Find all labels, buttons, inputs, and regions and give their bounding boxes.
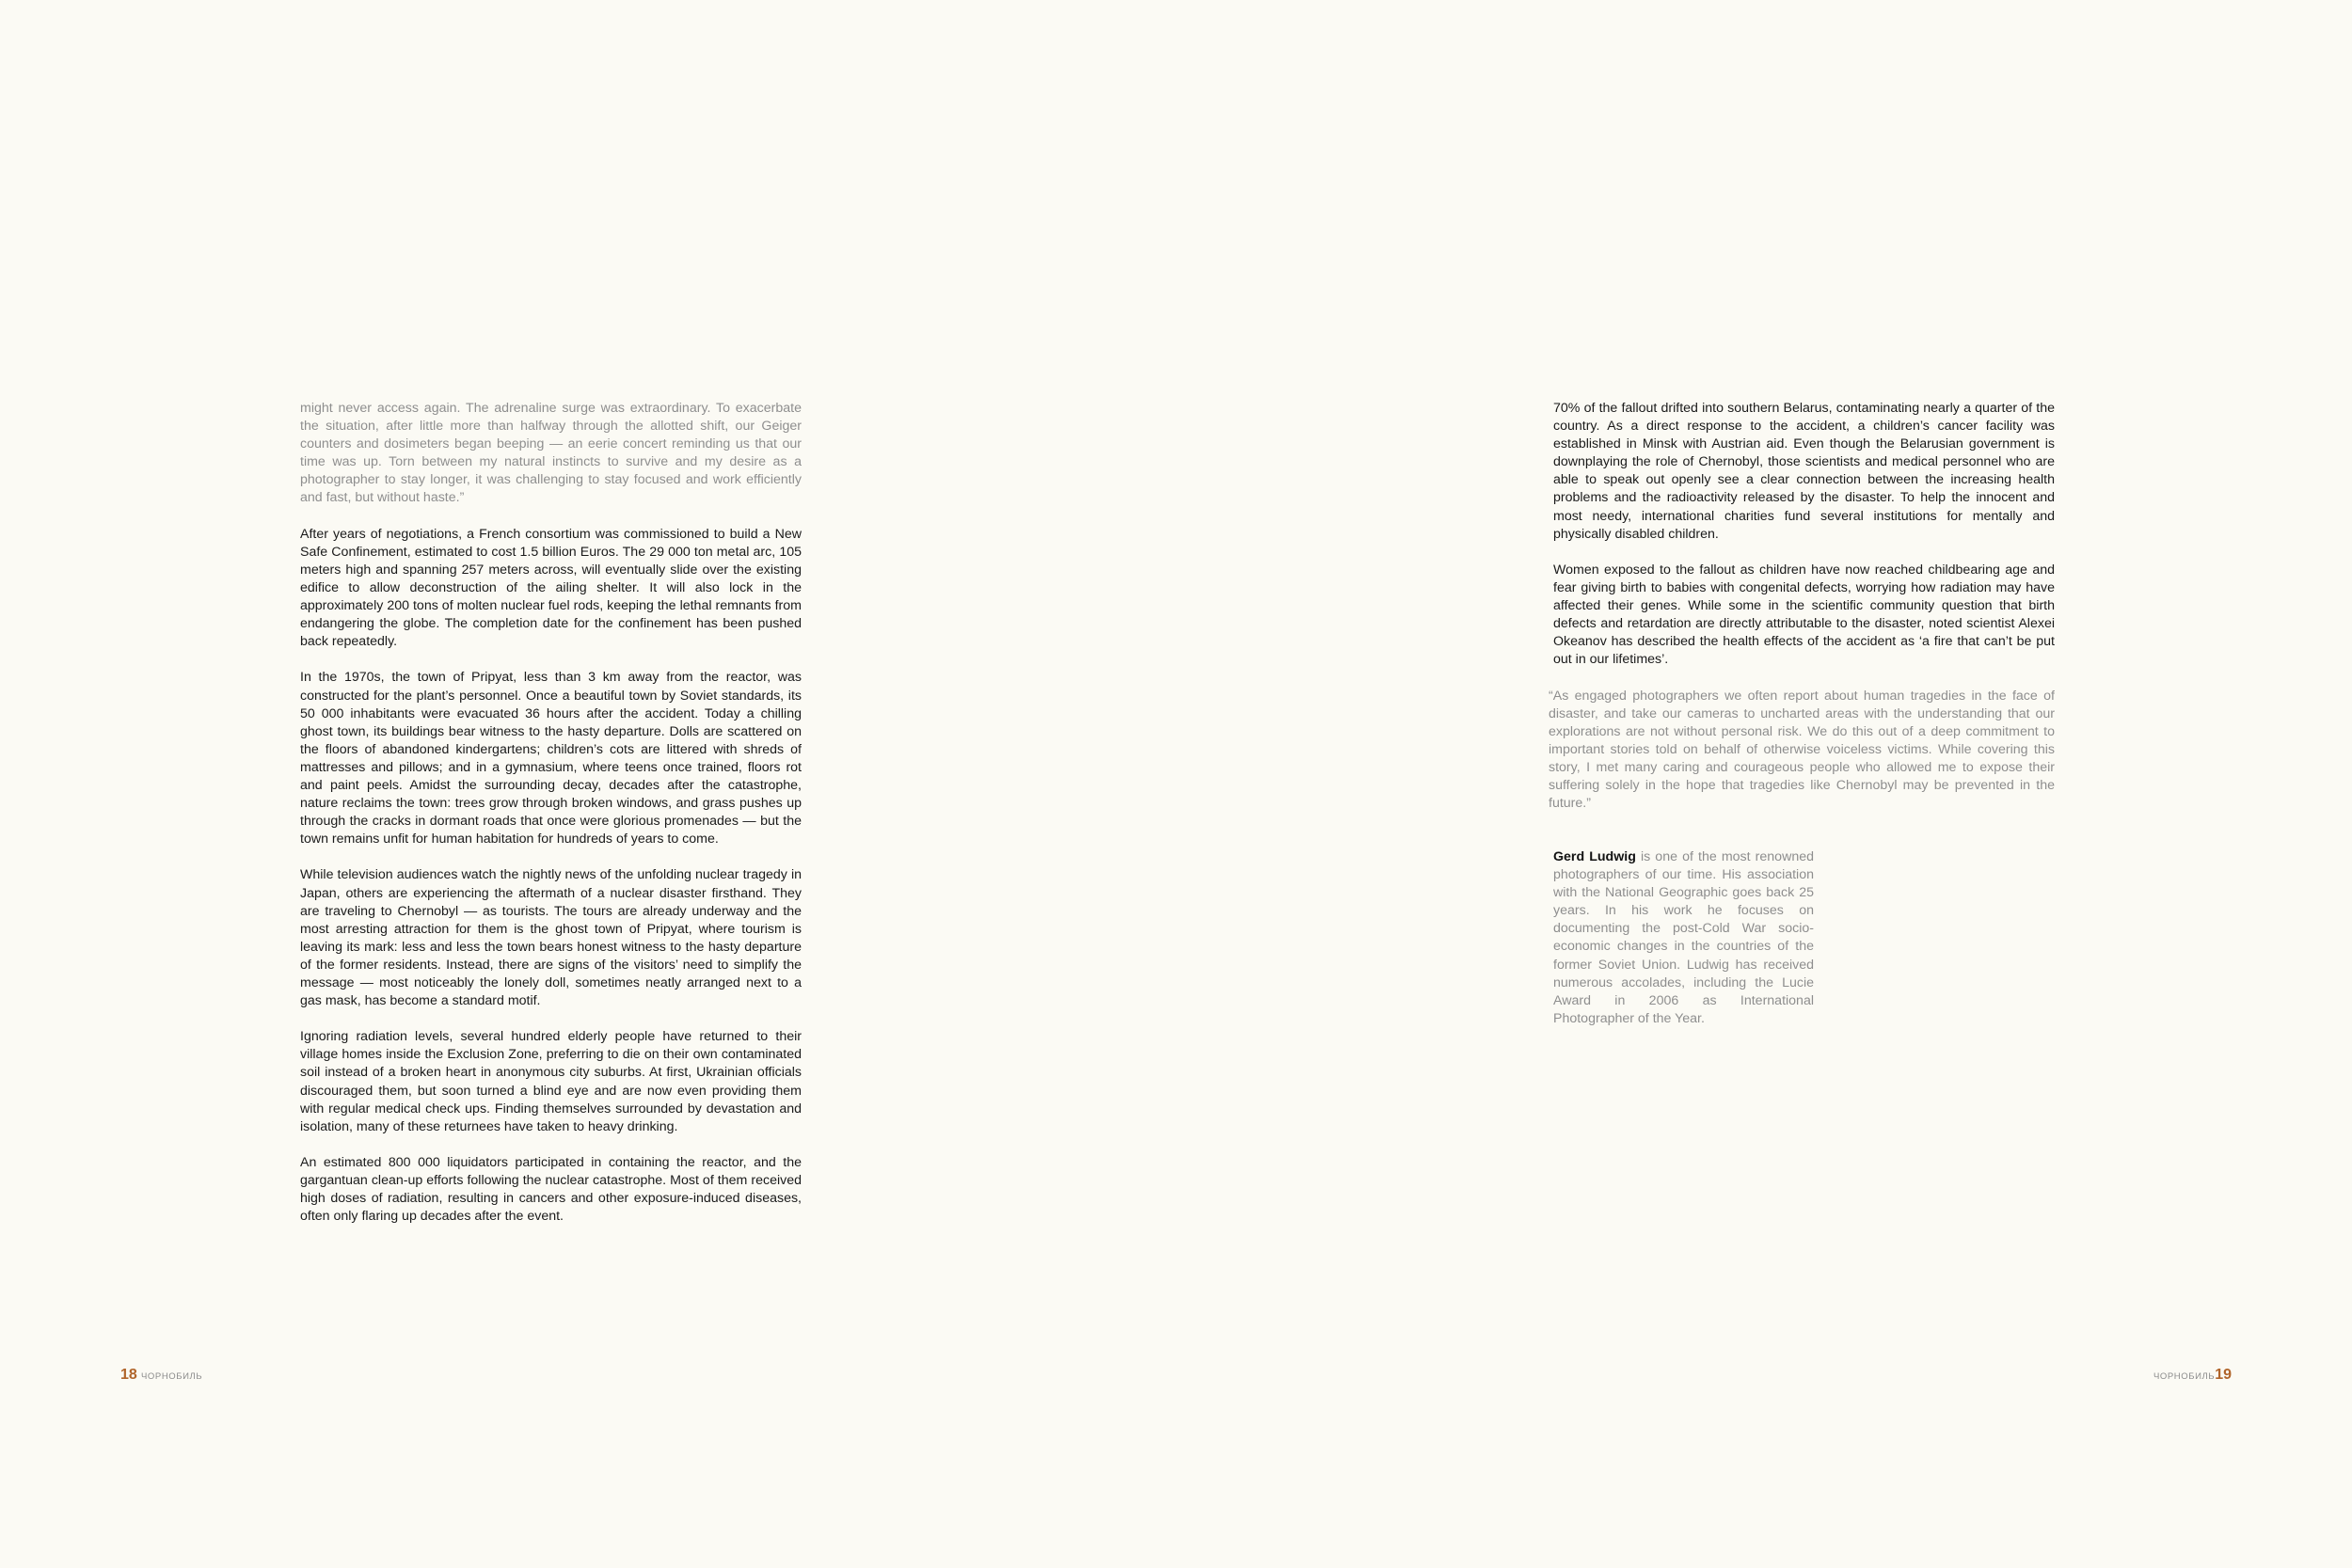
paragraph-liquidators: An estimated 800 000 liquidators participated in containing the reactor, and the gargantuan clean-up efforts following the nuclear catastrophe. Most of them received high doses of radiation, resulting in cancers and other exposure-induced diseases, often only flaring up decades after the event.	[300, 1154, 802, 1225]
right-text-column	[1549, 400, 2055, 831]
paragraph-returnees: Ignoring radiation levels, several hundred elderly people have returned to their village homes inside the Exclusion Zone, preferring to die on their own contaminated soil instead of a broken heart in anonymous city suburbs. At first, Ukrainian officials discouraged them, but soon turned a blind eye and are now even providing them with regular medical check ups. Finding themselves surrounded by devastation and isolation, many of these returnees have taken to heavy drinking.	[300, 1029, 802, 1134]
left-text-column	[300, 400, 802, 1243]
paragraph-pripyat: In the 1970s, the town of Pripyat, less than 3 km away from the reactor, was constructed for the plant’s personnel. Once a beautiful town by Soviet standards, its 50 000 inhabitants were evacuated 36 hours after the accident. Today a chilling ghost town, its buildings bear witness to the hasty departure. Dolls are scattered on the floors of abandoned kindergartens; children’s cots are littered with shreds of mattresses and pillows; and in a gymnasium, where teens once trained, floors rot and paint peels. Amidst the surrounding decay, decades after the catastrophe, nature reclaims the town: trees grow through broken windows, and grass pushes up through the cracks in dormant roads that once were glorious promenades — but the town remains unfit for human habitation for hundreds of years to come.	[300, 670, 802, 847]
paragraph-safe-confinement: After years of negotiations, a French consortium was commissioned to build a New Safe Confinement, estimated to cost 1.5 billion Euros. The 29 000 ton metal arc, 105 meters high and spanning 257 meters across, will eventually slide over the existing edifice to allow deconstruction of the ailing shelter. It will also lock in the approximately 200 tons of molten nuclear fuel rods, keeping the lethal remnants from endangering the globe. The completion date for the confinement has been pushed back repeatedly.	[300, 526, 802, 650]
running-title: ЧОРНОБИЛЬ	[2153, 1371, 2216, 1382]
right-page	[1176, 0, 2352, 1568]
page-number: 19	[2215, 1367, 2232, 1383]
author-bio-text: is one of the most renowned photographers of our time. His association with the National Geographic goes back 25 years. In his work he focuses on documenting the post-Cold War socio-economic changes in the countries of the former Soviet Union. Ludwig has received numerous accolades, including the Lucie Award in 2006 as International Photographer of the Year.	[1553, 849, 1814, 1026]
author-name: Gerd Ludwig	[1553, 849, 1636, 864]
author-bio	[1553, 848, 1814, 1028]
paragraph-tourism: While television audiences watch the nightly news of the unfolding nuclear tragedy in Japan, others are experiencing the aftermath of a nuclear disaster firsthand. They are traveling to Chernobyl — as tourists. The tours are already underway and the most arresting attraction for them is the ghost town of Pripyat, where tourism is leaving its mark: less and less the town bears honest witness to the hasty departure of the former residents. Instead, there are signs of the visitors’ need to simplify the message — most noticeably the lonely doll, sometimes neatly arranged next to a gas mask, has become a standard motif.	[300, 867, 802, 1009]
right-folio	[2153, 1366, 2232, 1386]
paragraph-women-exposed: Women exposed to the fallout as children have now reached childbearing age and fear giving birth to babies with congenital defects, worrying how radiation may have affected their genes. While some in the scientific community question that birth defects and retardation are directly attributable to the disaster, noted scientist Alexei Okeanov has described the health effects of the accident as ‘a fire that can’t be put out in our lifetimes’.	[1553, 562, 2055, 668]
page-number: 18	[120, 1367, 137, 1383]
paragraph-belarus: 70% of the fallout drifted into southern Belarus, contaminating nearly a quarter of the country. As a direct response to the accident, a children’s cancer facility was established in Minsk with Austrian aid. Even though the Belarusian government is downplaying the role of Chernobyl, those scientists and medical personnel who are able to speak out openly see a clear connection between the increasing health problems and the radioactivity released by the disaster. To help the innocent and most needy, international charities fund several institutions for mentally and physically disabled children.	[1553, 401, 2055, 542]
quote-continuation: might never access again. The adrenaline surge was extraordinary. To exacerbate the situation, after little more than halfway through the allotted shift, our Geiger counters and dosimeters began beeping — an eerie concert reminding us that our time was up. Torn between my natural instincts to survive and my desire as a photographer to stay longer, it was challenging to stay focused and work efficiently and fast, but without haste.”	[300, 401, 802, 506]
photographer-quote: “As engaged photographers we often report about human tragedies in the face of disaster, and take our cameras to uncharted areas with the understanding that our explorations are not without personal risk. We do this out of a deep commitment to important stories told on behalf of otherwise voiceless victims. While covering this story, I met many caring and courageous people who allowed me to expose their suffering solely in the hope that tragedies like Chernobyl may be prevented in the future.”	[1549, 688, 2055, 812]
running-title: ЧОРНОБИЛЬ	[140, 1371, 203, 1382]
left-folio	[120, 1366, 202, 1386]
